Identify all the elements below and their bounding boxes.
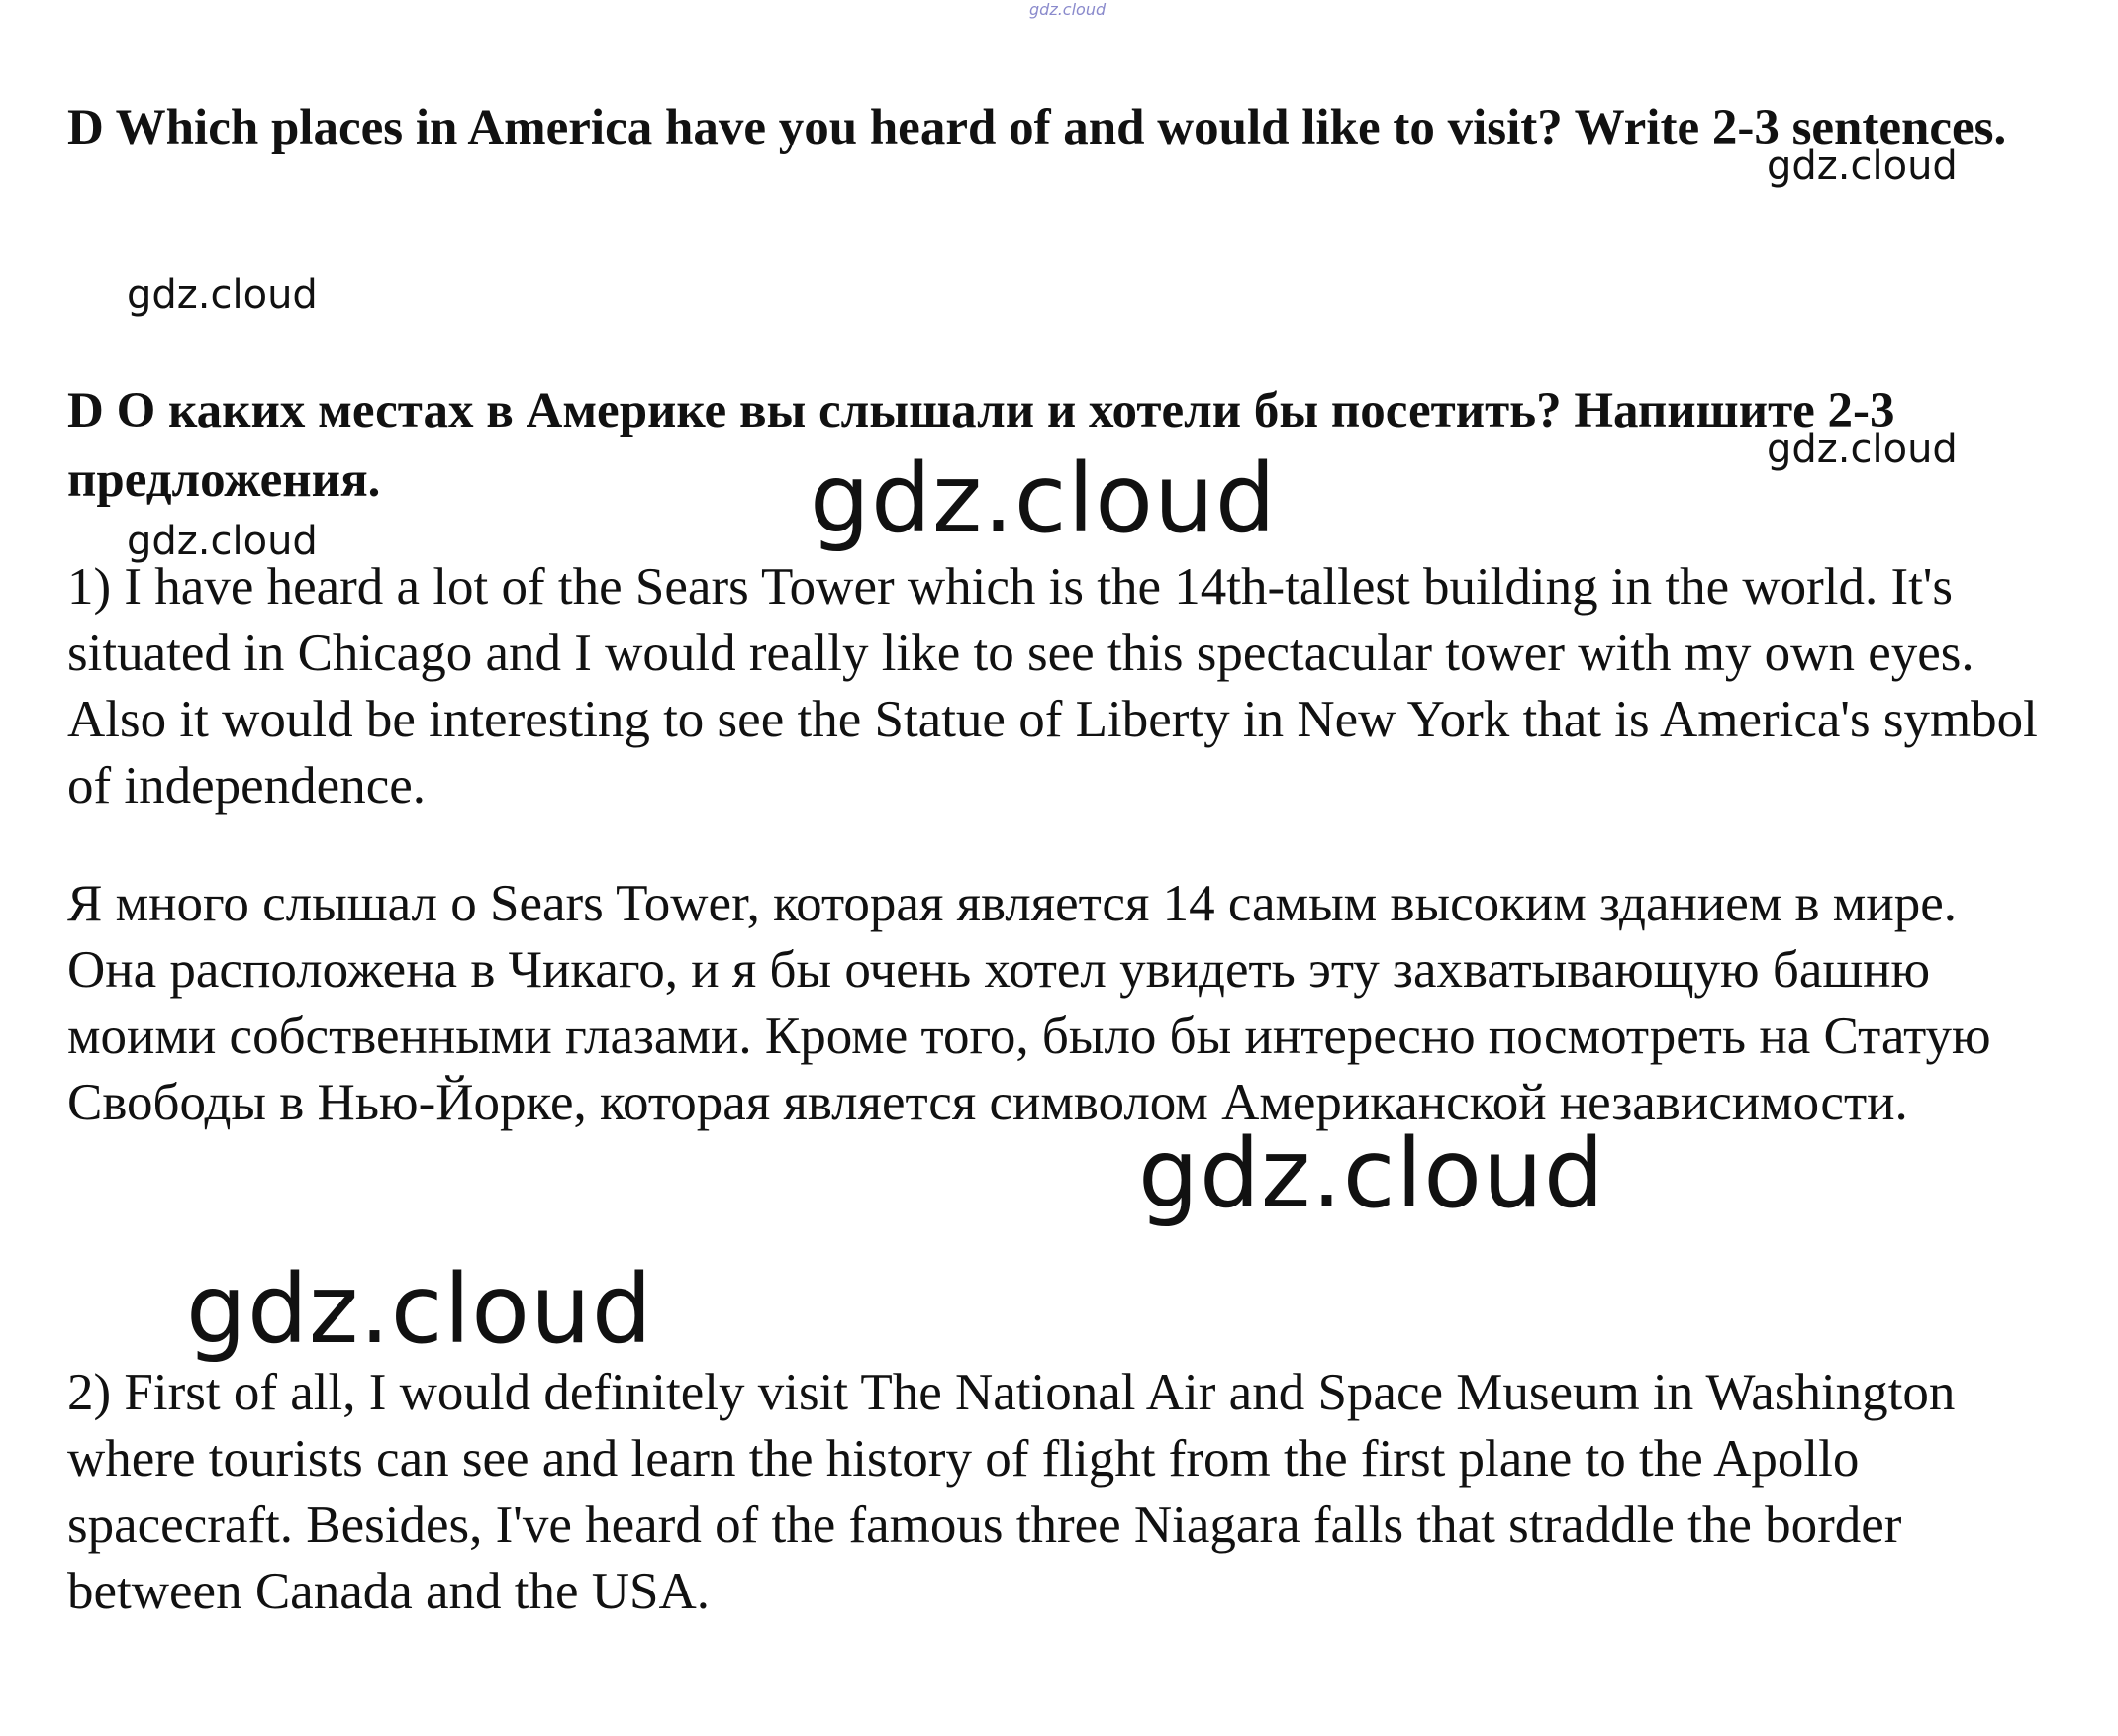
- watermark-right-large: gdz.cloud: [1138, 1118, 1605, 1229]
- answer-2-english: 2) First of all, I would definitely visit The National Air and Space Museum in Washington where tourists can see and learn the history of flight from the first plane to the Apollo spacecraft. Besides, I've heard of the famous three Niagara falls that straddle the border between Canada and the USA.: [67, 1364, 1956, 1620]
- answer-1-english: 1) I have heard a lot of the Sears Tower which is the 14th-tallest building in the world. It's situated in Chicago and I would really like to see this spectacular tower with my own eyes. Also it would be interesting to see the Statue of Liberty in New York that is America's symbol of independence.: [67, 558, 2038, 815]
- watermark-right-1: gdz.cloud: [1767, 144, 1958, 189]
- watermark-left-large: gdz.cloud: [186, 1254, 653, 1365]
- watermark-center-large: gdz.cloud: [810, 443, 1277, 554]
- watermark-top: gdz.cloud: [1029, 0, 1107, 19]
- watermark-left-2: gdz.cloud: [127, 519, 318, 564]
- task-heading-english: D Which places in America have you heard of and would like to visit? Write 2-3 sentences.: [67, 100, 2007, 155]
- watermark-right-2: gdz.cloud: [1767, 427, 1958, 472]
- task-heading-russian: D О каких местах в Америке вы слышали и хотели бы посетить? Напишите 2-3 предложения.: [67, 383, 1895, 508]
- watermark-left-1: gdz.cloud: [127, 272, 318, 318]
- answer-1-russian: Я много слышал о Sears Tower, которая является 14 самым высоким зданием в мире. Она расположена в Чикаго, и я бы очень хотел увидеть эту захватывающую башню моими собственными глазами. Кроме того, было бы интересно посмотреть на Статую Свободы в Нью-Йорке, которая является символом Американской независимости.: [67, 875, 1991, 1131]
